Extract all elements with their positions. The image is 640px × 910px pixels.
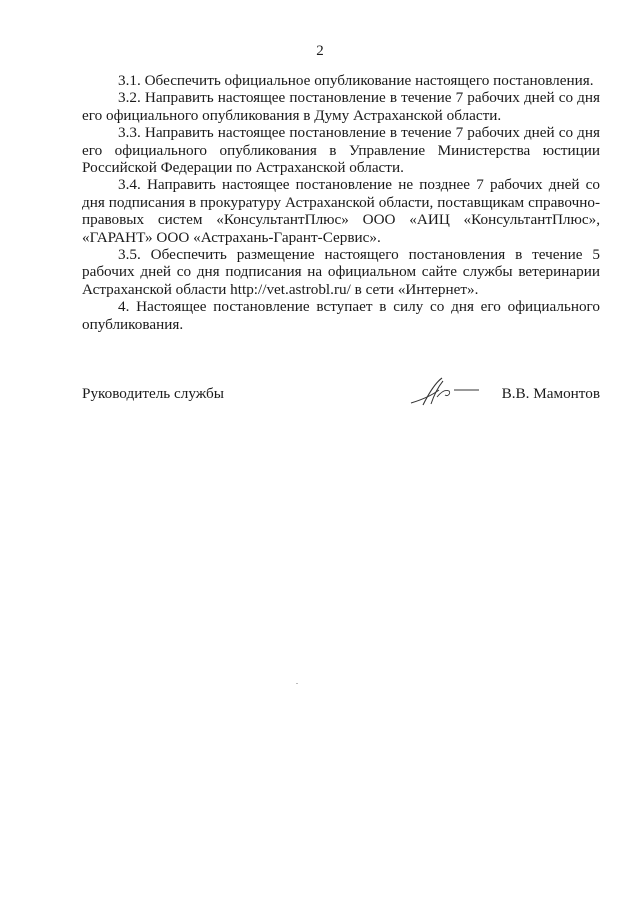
paragraph-4: 4. Настоящее постановление вступает в силу со дня его официального опубликования. bbox=[82, 298, 600, 333]
paragraph-3-1: 3.1. Обеспечить официальное опубликование настоящего постановления. bbox=[118, 72, 594, 89]
document-body bbox=[82, 72, 600, 333]
signer-name: В.В. Мамонтов bbox=[501, 385, 600, 402]
signer-title: Руководитель службы bbox=[82, 385, 224, 402]
paragraph-3-5: 3.5. Обеспечить размещение настоящего постановления в течение 5 рабочих дней со дня подписания на официальном сайте службы ветеринарии Астраханской области http://vet.astrobl.ru/ в сети «Интернет». bbox=[82, 246, 600, 298]
signature-block bbox=[82, 385, 600, 415]
paragraph-3-3: 3.3. Направить настоящее постановление в течение 7 рабочих дней со дня его официального опубликования в Управление Министерства юстиции Российской Федерации по Астраханской области. bbox=[82, 124, 600, 177]
scan-speck bbox=[296, 683, 298, 684]
paragraph-3-2: 3.2. Направить настоящее постановление в течение 7 рабочих дней со дня его официального опубликования в Думу Астраханской области. bbox=[82, 89, 600, 124]
handwritten-signature bbox=[407, 375, 487, 411]
page-number: 2 bbox=[316, 43, 324, 59]
paragraph-3-4: 3.4. Направить настоящее постановление не позднее 7 рабочих дней со дня подписания в прокуратуру Астраханской области, поставщикам справочно-правовых систем «КонсультантПлюс» ООО «АИЦ «КонсультантПлюс», «ГАРАНТ» ООО «Астрахань-Гарант-Сервис». bbox=[82, 176, 600, 246]
